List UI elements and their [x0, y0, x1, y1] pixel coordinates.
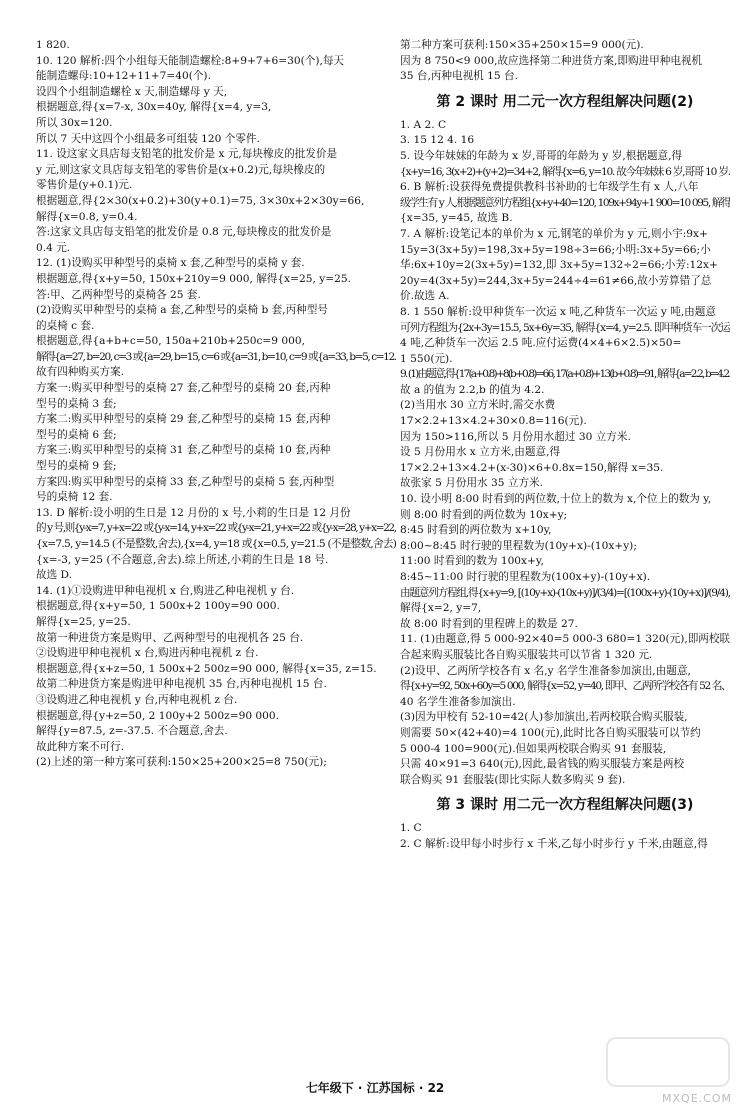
watermark: MXQE.COM — [662, 1092, 732, 1105]
answer-line: 答:这家文具店每支铅笔的批发价是 0.8 元,每块橡皮的批发价是 — [36, 226, 332, 239]
answer-line: 5. 设今年妹妹的年龄为 x 岁,哥哥的年龄为 y 岁,根据题意,得 — [400, 149, 683, 162]
answer-line: 解得{x=2, y=7, — [400, 602, 482, 615]
answer-line: 型号的桌椅 6 套; — [36, 428, 117, 441]
answer-line: 根据题意,得{x+y=50, 150x+210y=9 000, 解得{x=25, y=25. — [36, 272, 351, 285]
answer-line: 方案一:购买甲种型号的桌椅 27 套,乙种型号的桌椅 20 套,丙种 — [36, 382, 331, 395]
answer-line: 1 550(元). — [400, 352, 453, 365]
answer-line: 1. C — [400, 822, 422, 835]
answer-line: 根据题意,得{a+b+c=50, 150a+210b+250c=9 000, — [36, 335, 305, 348]
answer-line: {x=35, y=45, 故选 B. — [400, 212, 513, 225]
answer-line: 因为 150>116,所以 5 月份用水超过 30 立方米. — [400, 430, 631, 443]
answer-line: (2)设甲、乙两所学校各有 x 名,y 名学生准备参加演出,由题意, — [400, 664, 691, 677]
answer-line: 可列方程组为{2x+3y=15.5, 5x+6y=35, 解得{x=4, y=2.5. 即甲种货车一次运 — [400, 321, 730, 334]
answer-line: 型号的桌椅 3 套; — [36, 397, 117, 410]
answer-line: {x=-3, y=25 (不合题意,舍去).综上所述,小莉的生日是 18 号. — [36, 553, 329, 566]
answer-line: 方案三:购买甲种型号的桌椅 31 套,乙种型号的桌椅 10 套,丙种 — [36, 444, 331, 457]
answer-line: 8:45~11:00 时行驶的里程数为(100x+y)-(10y+x). — [400, 571, 651, 583]
answer-line: 设四个小组制造螺栓 x 天,制造螺母 y 天, — [36, 85, 228, 98]
section-heading: 第 3 课时 用二元一次方程组解决问题(3) — [436, 797, 694, 814]
answer-line: 4 吨,乙种货车一次运 2.5 吨.应付运费(4×4+6×2.5)×50= — [400, 337, 682, 350]
answer-line: 8:45 时看到的两位数为 x+10y, — [400, 524, 552, 537]
answer-line: 价.故选 A. — [400, 290, 450, 303]
answer-line: 设 5 月份用水 x 立方米,由题意,得 — [400, 446, 561, 459]
answer-line: 合起来购买服装比各自购买服装共可以节省 1 320 元. — [400, 648, 653, 661]
answer-line: 解得{a=27, b=20, c=3 或{a=29, b=15, c=6 或{a=31, b=10, c=9 或{a=33, b=5, c=12. — [36, 350, 396, 363]
answer-line: 的桌椅 c 套. — [36, 319, 95, 332]
answer-line: 解得{x=25, y=25. — [36, 615, 131, 628]
answer-line: 由题意列方程组,得{x+y=9, [(10y+x)-(10x+y)]/(3/4)=[(100x+y)-(10y+x)]/(9/4), — [400, 586, 730, 599]
answer-line: 则需要 50×(42+40)=4 100(元),此时比各自购买服装可以节约 — [400, 726, 701, 739]
answer-line: 根据题意,得{y+z=50, 2 100y+2 500z=90 000. — [36, 709, 280, 722]
answer-line: (3)因为甲校有 52-10=42(人)参加演出,若两校联合购买服装, — [400, 711, 688, 724]
answer-line: 故 a 的值为 2.2,b 的值为 4.2. — [400, 383, 545, 396]
answer-line: y 元,则这家文具店每支铅笔的零售价是(x+0.2)元,每块橡皮的 — [36, 163, 326, 176]
answer-line: 17×2.2+13×4.2+30×0.8=116(元). — [400, 415, 587, 428]
answer-line: 14. (1)①设购进甲种电视机 x 台,购进乙种电视机 y 台. — [36, 584, 295, 597]
answer-line: 故此种方案不可行. — [36, 740, 125, 753]
answer-line: 华:6x+10y=2(3x+5y)=132,即 3x+5y=132÷2=66;小芳:12x+ — [400, 259, 718, 272]
answer-line: 20y=4(3x+5y)=244,3x+5y=244÷4=61≠66,故小芳算错了总 — [400, 274, 712, 287]
answer-line: 解得{x=0.8, y=0.4. — [36, 210, 138, 223]
answer-line: 故张家 5 月份用水 35 立方米. — [400, 477, 543, 490]
right-column — [400, 38, 730, 853]
answer-line: 故第一种进货方案是购甲、乙两种型号的电视机各 25 台. — [36, 631, 304, 644]
answer-line: 11. (1)由题意,得 5 000-92×40=5 000-3 680=1 320(元),即两校联 — [400, 633, 730, 646]
answer-line: 所以 7 天中这四个小组最多可组装 120 个零件. — [36, 132, 260, 145]
answer-line: 10. 120 解析:四个小组每天能制造螺栓:8+9+7+6=30(个),每天 — [36, 54, 345, 67]
answer-line: 6. B 解析:设获得免费提供教科书补助的七年级学生有 x 人,八年 — [400, 181, 699, 194]
answer-line: 15y=3(3x+5y)=198,3x+5y=198÷3=66;小明:3x+5y=66;小 — [400, 243, 711, 256]
answer-line: 因为 8 750<9 000,故应选择第二种进货方案,即购进甲种电视机 — [400, 54, 703, 67]
answer-line: 得{x+y=92, 50x+60y=5 000, 解得{x=52, y=40, 即甲、乙两所学校各有 52 名、 — [400, 680, 730, 693]
left-column — [36, 38, 396, 771]
answer-line: 则 8:00 时看到的两位数为 10x+y; — [400, 508, 568, 521]
watermark-logo — [606, 1037, 730, 1087]
answer-line: 所以 30x=120. — [36, 116, 113, 129]
answer-line: 第二种方案可获利:150×35+250×15=9 000(元). — [400, 39, 644, 51]
answer-line: 9. (1)由题意,得{17(a+0.8)+8(b+0.8)=66, 17(a+0.8)+13(b+0.8)=91, 解得{a=2.2, b=4.2. — [400, 368, 730, 381]
answer-line: 故 8:00 时看到的里程碑上的数是 27. — [400, 617, 578, 630]
answer-line: (2)设购买甲种型号的桌椅 a 套,乙种型号的桌椅 b 套,丙种型号 — [36, 304, 328, 317]
answer-line: 11:00 时看到的数为 100x+y, — [400, 555, 544, 568]
answer-line: 故有四种购买方案. — [36, 366, 125, 379]
answer-line: 联合购买 91 套服装(即比实际人数多购买 9 套). — [400, 773, 626, 786]
answer-line: 只需 40×91=3 640(元),因此,最省钱的购买服装方案是两校 — [400, 758, 685, 771]
answer-line: 8. 1 550 解析:设甲种货车一次运 x 吨,乙种货车一次运 y 吨,由题意 — [400, 305, 716, 318]
answer-line: 0.4 元. — [36, 241, 71, 254]
answer-line: ②设购进甲种电视机 x 台,购进丙种电视机 z 台. — [36, 647, 259, 660]
answer-line: 答:甲、乙两种型号的桌椅各 25 套. — [36, 288, 201, 301]
answer-line: 方案四:购买甲种型号的桌椅 33 套,乙种型号的桌椅 5 套,丙种型 — [36, 475, 335, 488]
answer-line: 3. 15 12 4. 16 — [400, 134, 475, 147]
answer-line: {x=7.5, y=14.5 (不是整数,舍去),{x=4, y=18 或{x=0.5, y=21.5 (不是整数,舍去) — [36, 538, 396, 550]
answer-line: 零售价是(y+0.1)元. — [36, 179, 133, 192]
answer-line: 17×2.2+13×4.2+(x-30)×6+0.8x=150,解得 x=35. — [400, 461, 664, 474]
answer-line: 8:00~8:45 时行驶的里程数为(10y+x)-(10x+y); — [400, 539, 637, 552]
answer-line: 5 000-4 100=900(元).但如果两校联合购买 91 套服装, — [400, 742, 667, 755]
answer-line: 35 台,丙种电视机 15 台. — [400, 70, 518, 83]
answer-line: 10. 设小明 8:00 时看到的两位数,十位上的数为 x,个位上的数为 y, — [400, 493, 712, 506]
answer-line: ③设购进乙种电视机 y 台,丙种电视机 z 台. — [36, 693, 238, 706]
answer-line: 7. A 解析:设笔记本的单价为 x 元,钢笔的单价为 y 元,则小宇:9x+ — [400, 227, 708, 240]
page-footer: 七年级下 · 江苏国标 · 22 — [305, 1081, 445, 1095]
answer-line: 根据题意,得{2×30(x+0.2)+30(y+0.1)=75, 3×30x+2×30y=66, — [36, 194, 365, 207]
answer-line: 能制造螺母:10+12+11+7=40(个). — [36, 70, 211, 83]
answer-line: (2)上述的第一种方案可获利:150×25+200×25=8 750(元); — [36, 756, 327, 769]
answer-line: 40 名学生准备参加演出. — [400, 695, 516, 708]
answer-line: 根据题意,得{x+y=50, 1 500x+2 100y=90 000. — [36, 600, 280, 613]
answer-line: {x+y=16, 3(x+2)+(y+2)=34+2, 解得{x=6, y=10. 故今年妹妹 6 岁,哥哥 10 岁. — [400, 165, 730, 178]
answer-line: 解得{y=87.5, z=-37.5. 不合题意,舍去. — [36, 725, 228, 738]
answer-line: 根据题意,得{x=7-x, 30x=40y, 解得{x=4, y=3, — [36, 101, 272, 114]
answer-line: 1 820. — [36, 39, 70, 51]
answer-line: 号的桌椅 12 套. — [36, 491, 113, 504]
answer-line: 13. D 解析:设小明的生日是 12 月份的 x 号,小莉的生日是 12 月份 — [36, 506, 351, 519]
answer-line: 型号的桌椅 9 套; — [36, 460, 117, 473]
answer-line: 方案二:购买甲种型号的桌椅 29 套,乙种型号的桌椅 15 套,丙种 — [36, 413, 331, 426]
section-heading: 第 2 课时 用二元一次方程组解决问题(2) — [436, 93, 694, 110]
answer-line: 故选 D. — [36, 569, 73, 582]
answer-line: 级学生有 y 人,根据题意列方程组{x+y+40=120, 109x+94y+1 900=10 095, 解得 — [400, 196, 730, 209]
answer-line: 11. 设这家文具店每支铅笔的批发价是 x 元,每块橡皮的批发价是 — [36, 148, 338, 161]
answer-line: 的 y 号,则{y-x=7, y+x=22 或{y-x=14, y+x=22 或{y-x=21, y+x=22 或{y-x=28, y+x=22, — [36, 522, 396, 535]
answer-line: 根据题意,得{x+z=50, 1 500x+2 500z=90 000, 解得{x=35, z=15. — [36, 662, 377, 675]
answer-line: 12. (1)设购买甲种型号的桌椅 x 套,乙种型号的桌椅 y 套. — [36, 257, 305, 270]
answer-line: (2)当用水 30 立方米时,需交水费 — [400, 399, 556, 412]
answer-line: 1. A 2. C — [400, 118, 447, 131]
answer-line: 2. C 解析:设甲每小时步行 x 千米,乙每小时步行 y 千米,由题意,得 — [400, 837, 708, 850]
answer-line: 故第二种进货方案是购进甲种电视机 35 台,丙种电视机 15 台. — [36, 678, 327, 691]
